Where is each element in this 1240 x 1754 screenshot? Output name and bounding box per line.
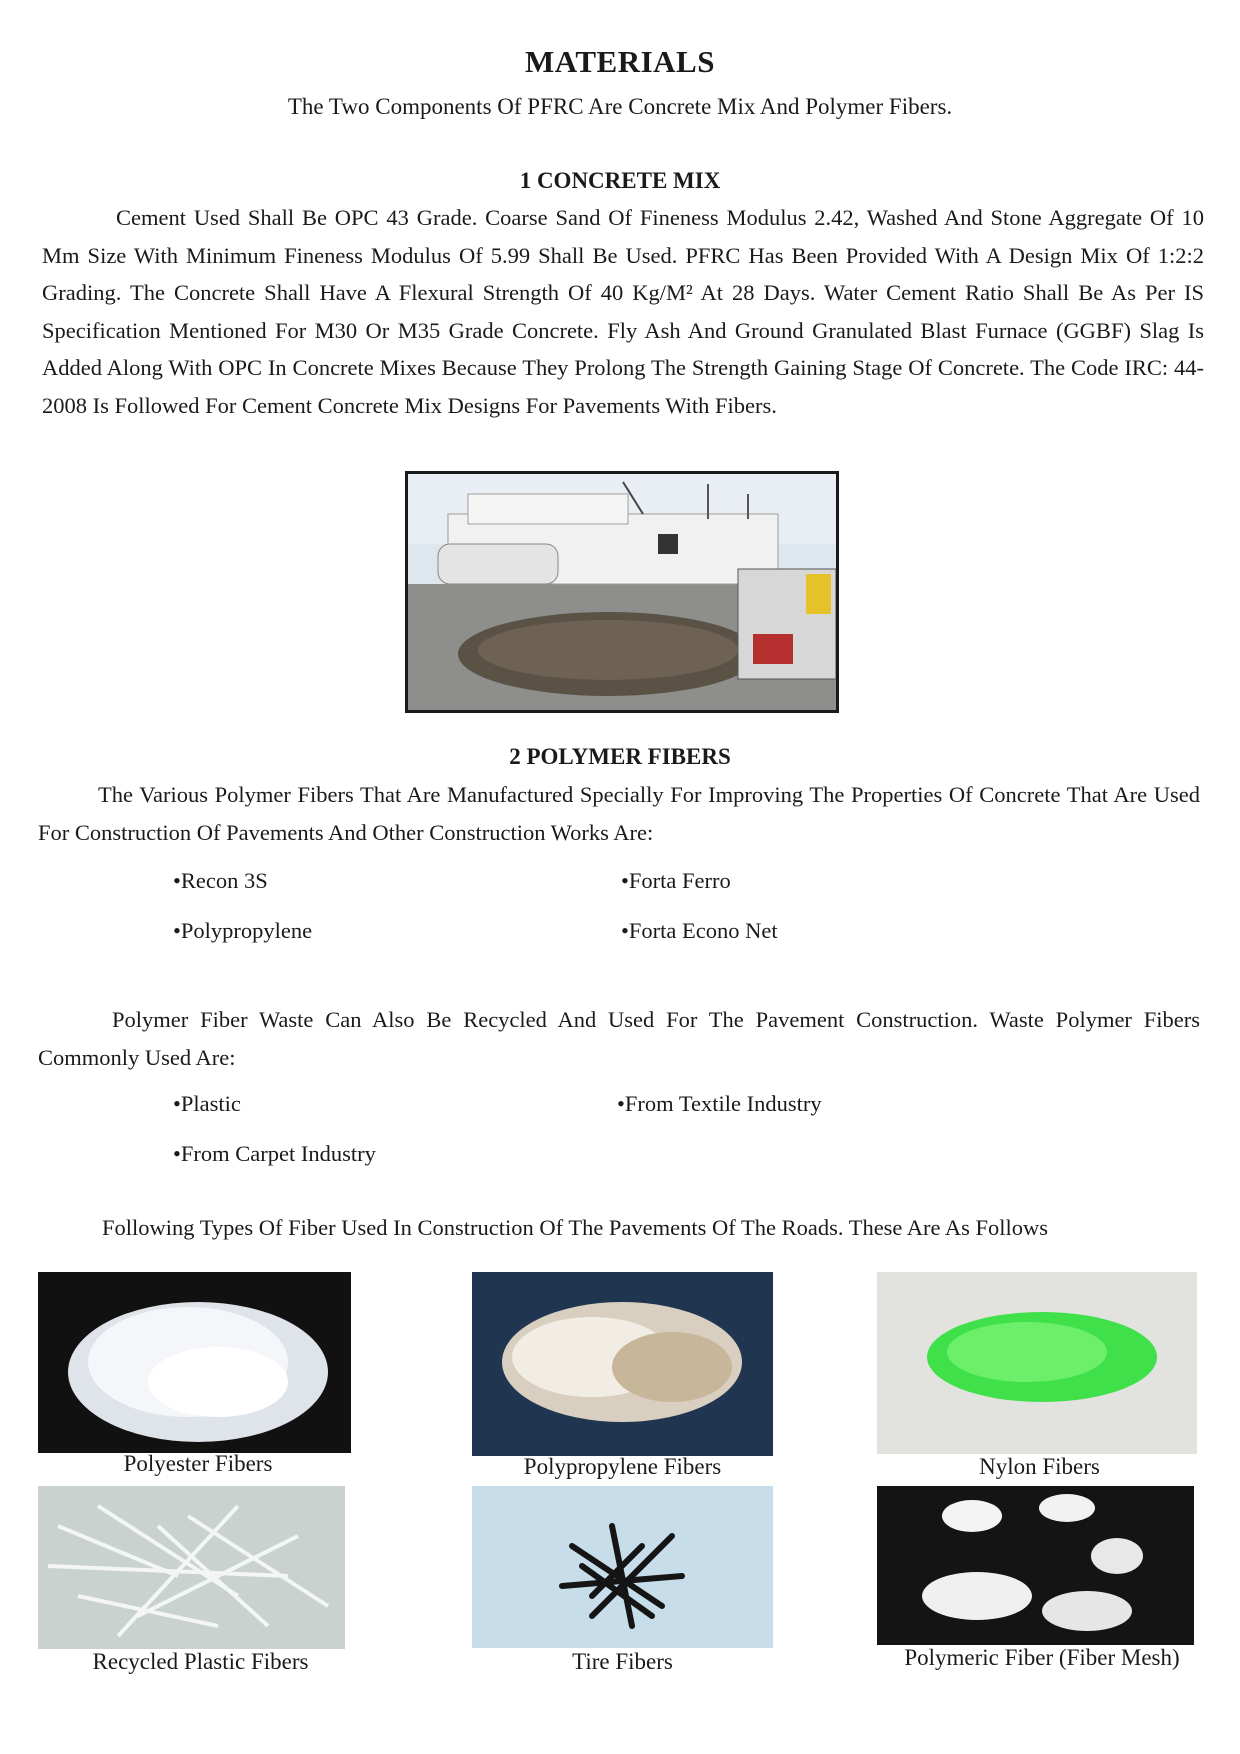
section-heading-polymer-fibers: 2 POLYMER FIBERS xyxy=(509,744,731,769)
concrete-mix-paragraph xyxy=(42,199,1204,424)
recycled-plastic-fibers-photo xyxy=(38,1486,345,1649)
page-subtitle: The Two Components Of PFRC Are Concrete Mix And Polymer Fibers. xyxy=(287,94,953,119)
caption-polypropylene-fibers: Polypropylene Fibers xyxy=(523,1454,722,1479)
polymer-fibers-paragraph xyxy=(38,776,1200,851)
bullet-polypropylene: •Polypropylene xyxy=(173,918,313,943)
caption-polymeric-fiber-mesh: Polymeric Fiber (Fiber Mesh) xyxy=(904,1645,1180,1670)
fiber-types-intro xyxy=(38,1209,1200,1247)
concrete-mix-text: Cement Used Shall Be OPC 43 Grade. Coarse Sand Of Fineness Modulus 2.42, Washed And Stone Aggregate Of 10 Mm Size With Minimum Fineness Modulus Of 5.99 Shall Be Used. PFRC Has Been Provided With A Design Mix Of 1:2:2 Grading. The Concrete Shall Have A Flexural Strength Of 40 Kg/M² At 28 Days. Water Cement Ratio Shall Be As Per IS Specification Mentioned For M30 Or M35 Grade Concrete. Fly Ash And Ground Granulated Blast Furnace (GGBF) Slag Is Added Along With OPC In Concrete Mixes Because They Prolong The Strength Gaining Stage Of Concrete. The Code IRC: 44-2008 Is Followed For Cement Concrete Mix Designs For Pavements With Fibers. xyxy=(42,205,1204,418)
section-heading-concrete-mix: 1 CONCRETE MIX xyxy=(519,168,721,193)
paving-machine-photo xyxy=(405,471,839,713)
caption-tire-fibers: Tire Fibers xyxy=(572,1649,673,1674)
bullet-forta-econo-net: •Forta Econo Net xyxy=(621,918,778,943)
polymer-fibers-text: The Various Polymer Fibers That Are Manufactured Specially For Improving The Properties Of Concrete That Are Used For Construction Of Pavements And Other Construction Works Are: xyxy=(38,782,1200,845)
polymeric-fiber-mesh-photo xyxy=(877,1486,1194,1645)
bullet-forta-ferro: •Forta Ferro xyxy=(621,868,731,893)
bullet-textile-industry: •From Textile Industry xyxy=(617,1091,822,1116)
polyester-fibers-photo xyxy=(38,1272,351,1453)
polypropylene-fibers-photo xyxy=(472,1272,773,1456)
bullet-recon-3s: •Recon 3S xyxy=(173,868,268,893)
caption-nylon-fibers: Nylon Fibers xyxy=(979,1454,1100,1479)
waste-fibers-text: Polymer Fiber Waste Can Also Be Recycled And Used For The Pavement Construction. Waste Polymer Fibers Commonly Used Are: xyxy=(38,1007,1200,1070)
bullet-carpet-industry: •From Carpet Industry xyxy=(173,1141,376,1166)
caption-recycled-plastic-fibers: Recycled Plastic Fibers xyxy=(92,1649,309,1674)
bullet-plastic: •Plastic xyxy=(173,1091,241,1116)
fiber-types-intro-text: Following Types Of Fiber Used In Construction Of The Pavements Of The Roads. These Are As Follows xyxy=(102,1215,1049,1240)
page-title: MATERIALS xyxy=(525,44,715,79)
waste-fibers-paragraph xyxy=(38,1001,1200,1076)
caption-polyester-fibers: Polyester Fibers xyxy=(123,1451,273,1476)
tire-fibers-photo xyxy=(472,1486,773,1648)
nylon-fibers-photo xyxy=(877,1272,1197,1454)
